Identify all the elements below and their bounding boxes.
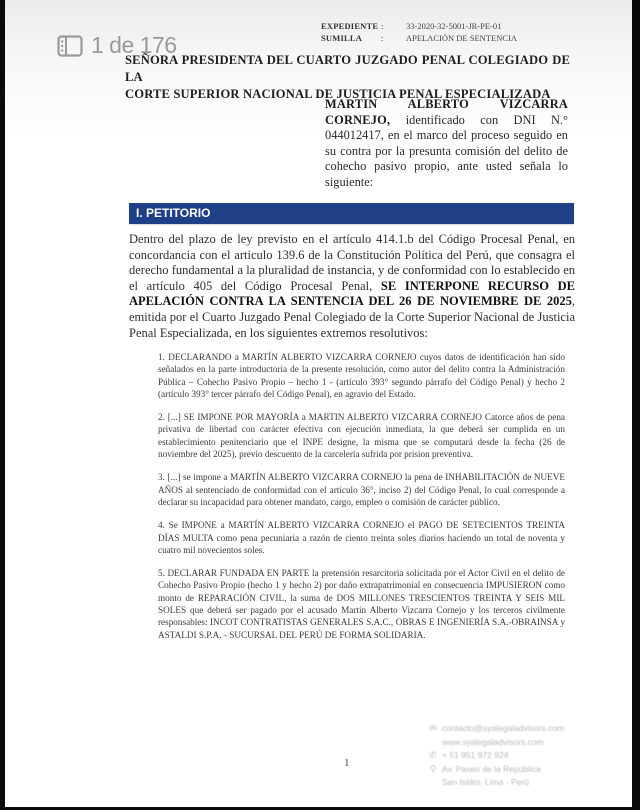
resolutive-item-2: 2. [...] SE IMPONE POR MAYORÍA a MARTIN ALBERTO VIZCARRA CORNEJO Catorce años de pena privativa de libertad con carácter efectiva con ejecución inmediata, la que deberá ser cumplida en un establecimiento penitenciario que el INPE designe, la misma que se computará desde la fecha (26 de noviembre del 2025), previo descuento de la carcelería sufrida por prision preventiva. <box>158 412 565 460</box>
contact-address-line-1: Av. Paseo de la República <box>442 763 541 774</box>
contact-address-line-2: San Isidro, Lima - Perú <box>442 777 529 788</box>
addressee-heading <box>125 52 570 103</box>
contact-website[interactable]: www.syalegaladvisors.com <box>442 736 544 747</box>
petitorio-text-after: , emitida por el Cuarto Juzgado Penal Colegiado de la Corte Superior Nacional de Justicia Penal Especializada, en los siguientes extremos resolutivos: <box>129 294 575 340</box>
sumilla-separator: : <box>381 33 384 43</box>
page-list-icon <box>57 35 83 57</box>
sumilla-row <box>321 32 517 44</box>
phone-icon: ✆ <box>429 750 437 761</box>
petitorio-text-before: Dentro del plazo de ley previsto en el artículo 414.1.b del Código Procesal Penal, en concordancia con el articulo 139.6 de la Constitución Política del Perú, que consagra el derecho fundamental a la pluralidad de instancia, y de conformidad con lo establecido en el artículo 405 del Código Procesal Penal, <box>129 232 575 293</box>
appellant-name: MARTIN ALBERTO VIZCARRA CORNEJO, <box>325 97 568 127</box>
contact-phone: + 51 951 972 924 <box>442 750 509 761</box>
sumilla-label: SUMILLA <box>321 33 363 43</box>
resolutive-item-3: 3. [...] se impone a MARTÍN ALBERTO VIZCARRA CORNEJO la pena de INHABILITACIÓN de NUEVE AÑOS al sentenciado de conformidad con el artículo 36°, inciso 2) del Código Penal, lo cual corresponde a declarar su incapacidad para obtener mandato, cargo, empleo o comisión de carácter público. <box>158 472 565 507</box>
petitorio-paragraph <box>129 232 575 341</box>
case-reference <box>321 20 517 44</box>
resolutive-item-5: 5. DECLARAR FUNDADA EN PARTE la pretensión resarcitoria solicitada por el Actor Civil en el delito de Cohecho Pasivo Propio (hecho 1 y hecho 2) por daño extrapatrimonial en consecuencia IMPUSIERON como monto de REPARACIÓN CIVIL, la suma de DOS MILLONES TRESCIENTOS TREINTA Y SEIS MIL SOLES que deberá ser pagado por el acusado Martín Alberto Vizcarra Cornejo y los terceros civilmente responsables: INCOT CONTRATISTAS GENERALES S.A.C., OBRAS E INGENIERÍA S.A.-OBRAINSA y ASTALDI S.P.A. - SUCURSAL DEL PERÚ DE FORMA SOLIDARIA. <box>158 568 565 640</box>
envelope-icon: ✉ <box>429 723 437 733</box>
appellant-intro-text: identificado con DNI N.° 044012417, en el marco del proceso seguido en su contra por la presunta comisión del delito de cohecho pasivo propio, ante usted señala lo siguiente: <box>325 112 568 189</box>
expediente-separator: : <box>381 21 384 31</box>
contact-email[interactable]: contacto@syalegaladvisors.com <box>442 723 565 733</box>
contact-address-row-2 <box>427 776 564 790</box>
resolutive-items <box>158 351 565 641</box>
expediente-row <box>321 20 517 32</box>
contact-phone-row <box>427 749 564 763</box>
contact-website-row <box>427 736 564 750</box>
petitorio-text-bold: SE INTERPONE RECURSO DE APELACIÓN CONTRA LA SENTENCIA DEL 26 DE NOVIEMBRE DE 2025 <box>129 278 576 309</box>
document-page <box>5 0 632 807</box>
location-pin-icon: ⚲ <box>429 763 437 774</box>
appellant-intro <box>325 97 568 191</box>
page-counter[interactable] <box>57 32 177 59</box>
addressee-line-2: CORTE SUPERIOR NACIONAL DE JUSTICIA PENAL ESPECIALIZADA <box>125 87 551 101</box>
addressee-line-1: SEÑORA PRESIDENTA DEL CUARTO JUZGADO PENAL COLEGIADO DE LA <box>125 53 570 84</box>
contact-email-row <box>427 722 564 736</box>
resolutive-item-4: 4. Se IMPONE a MARTÍN ALBERTO VIZCARRA CORNEJO el PAGO DE SETECIENTOS TREINTA DÍAS MULTA como pena pecuniaria a razón de ciento treinta soles diarios haciendo un total de noventa y cuatro mil novecientos soles. <box>158 520 565 555</box>
resolutive-item-1: 1. DECLARANDO a MARTÍN ALBERTO VIZCARRA CORNEJO cuyos datos de identificación han sido señalados en la parte introductoria de la presente resolución, como autor del delito contra la Administración Pública – Cohecho Pasivo Propio – hecho 1 - (artículo 393° segundo párrafo del Código Penal) y hecho 2 (artículo 393° tercer párrafo del Código Penal), en agravio del Estado. <box>158 352 565 399</box>
page-number: 1 <box>344 757 350 769</box>
expediente-value: 33-2020-32-5001-JR-PE-01 <box>406 21 502 31</box>
contact-address-row <box>427 763 564 777</box>
section-heading-petitorio: I. PETITORIO <box>129 203 574 224</box>
footer-contact <box>427 722 564 790</box>
sumilla-value: APELACIÓN DE SENTENCIA <box>406 33 517 43</box>
expediente-label: EXPEDIENTE <box>321 21 379 31</box>
page-counter-text: 1 de 176 <box>91 32 177 58</box>
